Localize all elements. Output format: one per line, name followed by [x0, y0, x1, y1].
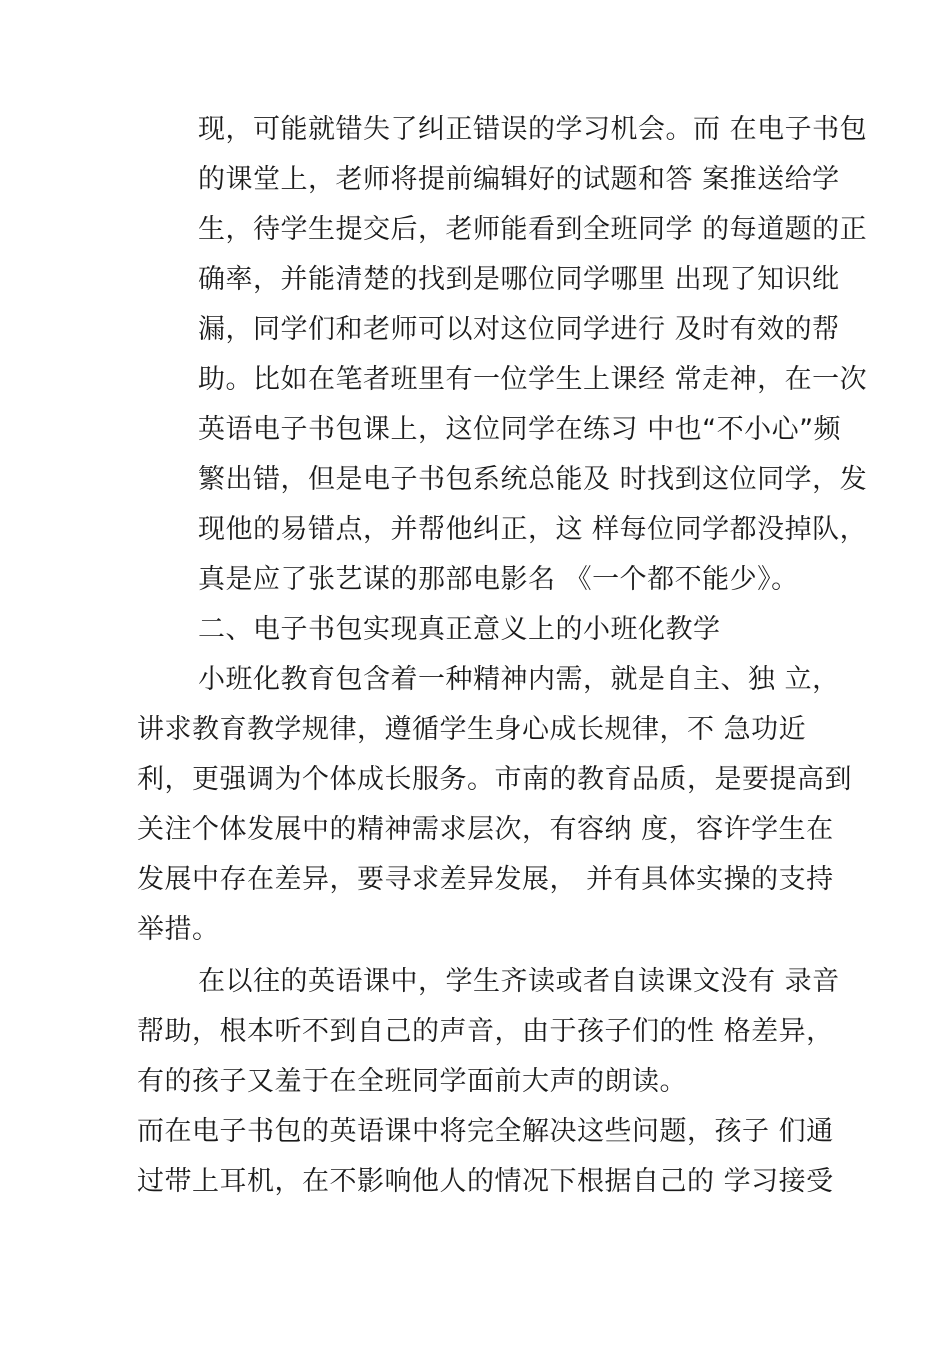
text-line: 英语电子书包课上，这位同学在练习 中也“不小心”频	[198, 414, 842, 445]
text-line: 在以往的英语课中，学生齐读或者自读课文没有 录音	[198, 966, 840, 997]
text-line: 发展中存在差异，要寻求差异发展， 并有具体实操的支持	[137, 864, 834, 895]
text-line: 小班化教育包含着一种精神内需，就是自主、独 立，	[198, 664, 840, 695]
text-line: 的课堂上，老师将提前编辑好的试题和答 案推送给学	[198, 164, 840, 195]
section-heading: 二、电子书包实现真正意义上的小班化教学	[198, 614, 721, 645]
text-line: 有的孩子又羞于在全班同学面前大声的朗读。	[137, 1066, 687, 1097]
text-line: 真是应了张艺谋的那部电影名 《一个都不能少》。	[198, 564, 799, 595]
text-line: 助。比如在笔者班里有一位学生上课经 常走神，在一次	[198, 364, 868, 395]
text-line: 而在电子书包的英语课中将完全解决这些问题，孩子 们通	[137, 1116, 834, 1147]
text-line: 生，待学生提交后，老师能看到全班同学 的每道题的正	[198, 214, 868, 245]
text-line: 利，更强调为个体成长服务。市南的教育品质，是要提高到	[137, 764, 852, 795]
text-line: 现他的易错点，并帮他纠正，这 样每位同学都没掉队，	[198, 514, 868, 545]
text-line: 关注个体发展中的精神需求层次，有容纳 度，容许学生在	[137, 814, 834, 845]
text-line: 繁出错，但是电子书包系统总能及 时找到这位同学，发	[198, 464, 868, 495]
text-line: 过带上耳机，在不影响他人的情况下根据自己的 学习接受	[137, 1166, 834, 1197]
text-line: 举措。	[137, 914, 220, 945]
text-line: 确率，并能清楚的找到是哪位同学哪里 出现了知识纰	[198, 264, 840, 295]
text-line: 漏，同学们和老师可以对这位同学进行 及时有效的帮	[198, 314, 840, 345]
text-line: 现，可能就错失了纠正错误的学习机会。而 在电子书包	[198, 114, 868, 145]
text-line: 讲求教育教学规律，遵循学生身心成长规律，不 急功近	[137, 714, 807, 745]
text-line: 帮助，根本听不到自己的声音，由于孩子们的性 格差异，	[137, 1016, 834, 1047]
